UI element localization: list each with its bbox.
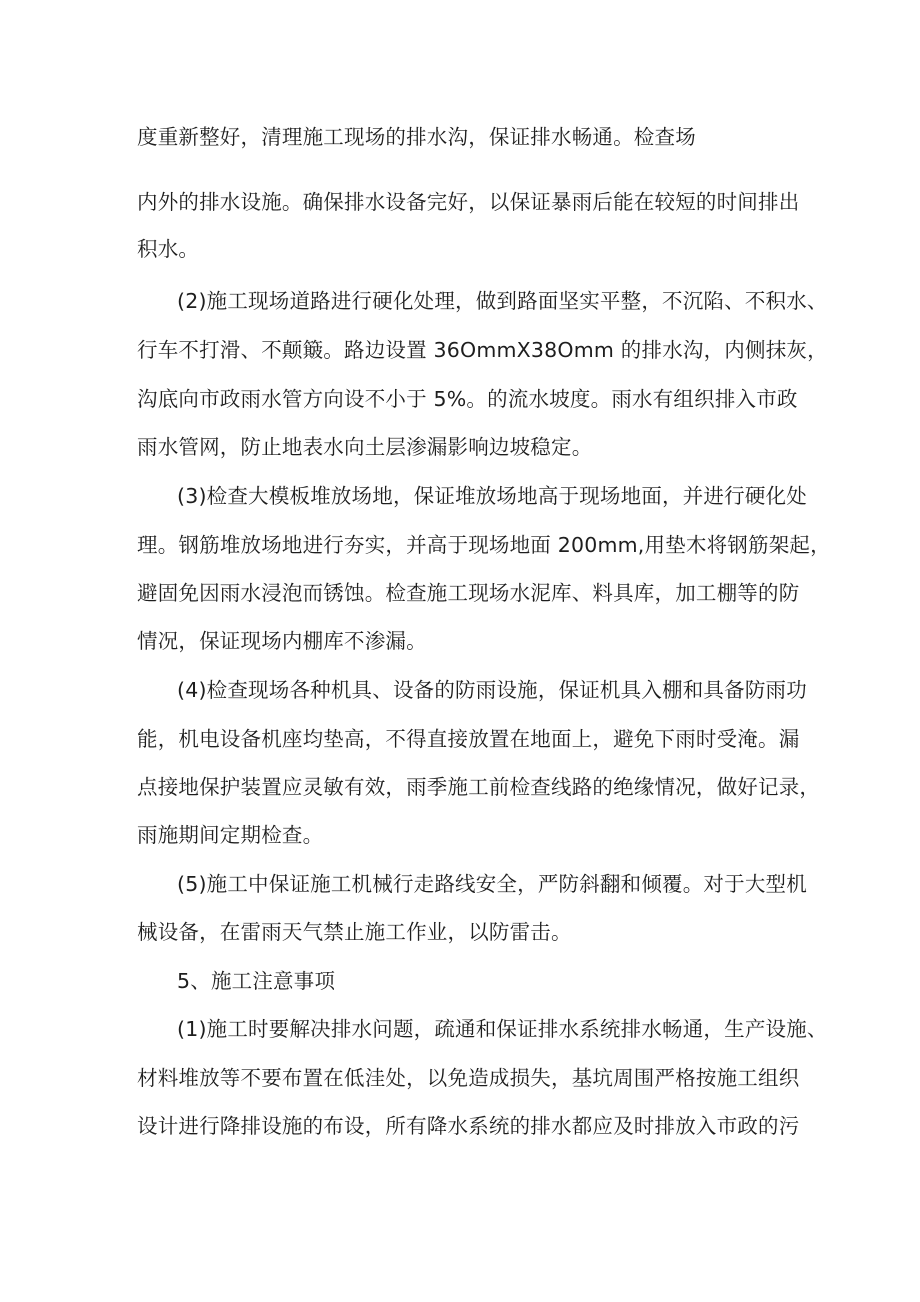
text-line: (2)施工现场道路进行硬化处理，做到路面坚实平整，不沉陷、不积水、 bbox=[177, 289, 828, 313]
text-line: 械设备，在雷雨天气禁止施工作业，以防雷击。 bbox=[137, 920, 572, 944]
text-line: 雨水管网，防止地表水向土层渗漏影响边坡稳定。 bbox=[137, 435, 593, 459]
text-line: 情况，保证现场内棚库不渗漏。 bbox=[137, 629, 427, 653]
text-line: 沟底向市政雨水管方向设不小于 5%。的流水坡度。雨水有组织排入市政 bbox=[137, 387, 798, 411]
text-line: 理。钢筋堆放场地进行夯实，并高于现场地面 200mm,用垫木将钢筋架起， bbox=[137, 533, 831, 557]
text-line: 行车不打滑、不颠簸。路边设置 36OmmX38Omm 的排水沟，内侧抹灰， bbox=[137, 338, 828, 362]
text-line: 积水。 bbox=[137, 237, 200, 261]
text-line: 设计进行降排设施的布设，所有降水系统的排水都应及时排放入市政的污 bbox=[137, 1114, 800, 1138]
text-line: 度重新整好，清理施工现场的排水沟，保证排水畅通。检查场 bbox=[137, 125, 696, 149]
text-line: (3)检查大模板堆放场地，保证堆放场地高于现场地面，并进行硬化处 bbox=[177, 484, 807, 508]
text-line: (1)施工时要解决排水问题，疏通和保证排水系统排水畅通，生产设施、 bbox=[177, 1017, 828, 1041]
text-line: 内外的排水设施。确保排水设备完好，以保证暴雨后能在较短的时间排出 bbox=[137, 190, 800, 214]
text-line: 能，机电设备机座均垫高，不得直接放置在地面上，避免下雨时受淹。漏 bbox=[137, 727, 800, 751]
text-line: 点接地保护装置应灵敏有效，雨季施工前检查线路的绝缘情况，做好记录， bbox=[137, 775, 821, 799]
text-line: (5)施工中保证施工机械行走路线安全，严防斜翻和倾覆。对于大型机 bbox=[177, 872, 807, 896]
section-heading: 5、施工注意事项 bbox=[177, 969, 336, 993]
text-line: (4)检查现场各种机具、设备的防雨设施，保证机具入棚和具备防雨功 bbox=[177, 678, 807, 702]
text-line: 避固免因雨水浸泡而锈蚀。检查施工现场水泥库、料具库，加工棚等的防 bbox=[137, 581, 800, 605]
text-line: 雨施期间定期检查。 bbox=[137, 823, 324, 847]
text-line: 材料堆放等不要布置在低洼处，以免造成损失，基坑周围严格按施工组织 bbox=[137, 1066, 800, 1090]
